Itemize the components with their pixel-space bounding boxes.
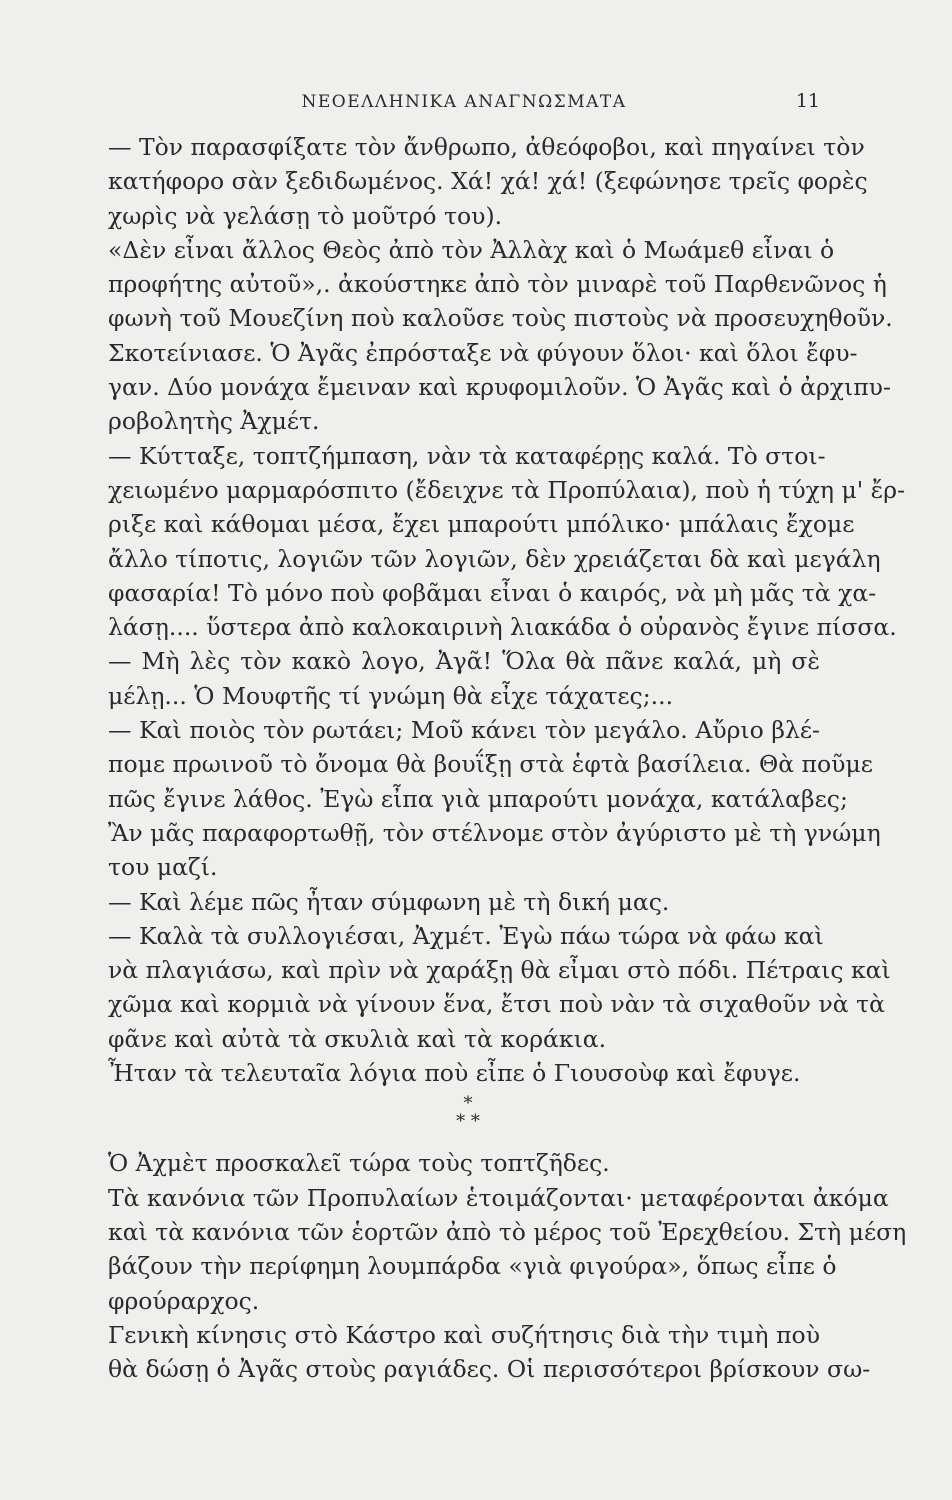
text-line: «Δὲν εἶναι ἄλλος Θεὸς ἀπὸ τὸν Ἀλλὰχ καὶ ὁ Μωάμεθ εἶναι ὁ [108,235,835,264]
text-line: — Κύτταξε, τοπτζήμπαση, νὰν τὰ καταφέρῃς καλά. Τὸ στοι- [108,441,826,470]
asterism-top: * [463,1093,473,1115]
page-header [108,88,820,118]
text-line: φασαρία! Τὸ μόνο ποὺ φοβᾶμαι εἶναι ὁ καιρός, νὰ μὴ μᾶς τὰ χα- [108,578,877,607]
text-line: νὰ πλαγιάσω, καὶ πρὶν νὰ χαράξῃ θὰ εἶμαι στὸ πόδι. Πέτραις καὶ [108,956,891,985]
text-line: χωρὶς νὰ γελάσῃ τὸ μοῦτρό του). [108,201,503,230]
text-line: φᾶνε καὶ αὐτὰ τὰ σκυλιὰ καὶ τὰ κοράκια. [108,1024,607,1053]
text-line: θὰ δώσῃ ὁ Ἀγᾶς στοὺς ραγιάδες. Οἱ περισσότεροι βρίσκουν σω- [108,1355,871,1384]
text-line: ριξε καὶ κάθομαι μέσα, ἔχει μπαρούτι μπόλικο· μπάλαις ἔχομε [108,510,855,539]
text-line: — Καλὰ τὰ συλλογιέσαι, Ἀχμέτ. Ἐγὼ πάω τώρα νὰ φάω καὶ [108,921,824,950]
text-line: ροβολητὴς Ἀχμέτ. [108,407,320,436]
body-text [108,130,907,1386]
spacer [108,1132,820,1146]
text-line: Σκοτείνιασε. Ὁ Ἀγᾶς ἐπρόσταξε νὰ φύγουν ὅλοι· καὶ ὅλοι ἔφυ- [108,338,858,367]
text-line: Τὰ κανόνια τῶν Προπυλαίων ἑτοιμάζονται· μεταφέρονται ἀκόμα [108,1183,889,1212]
text-line: μέλῃ... Ὁ Μουφτῆς τί γνώμη θὰ εἶχε τάχατες;... [108,681,674,710]
text-line: — Μὴ λὲς τὸν κακὸ λογο, Ἀγᾶ! Ὅλα θὰ πᾶνε καλά, μὴ σὲ [108,647,820,676]
text-line: φρούραρχος. [108,1286,260,1315]
text-line: — Τὸν παρασφίξατε τὸν ἄνθρωπο, ἀθεόφοβοι, καὶ πηγαίνει τὸν [108,133,865,161]
page-number: 11 [795,90,820,112]
text-line: βάζουν τὴν περίφημη λουμπάρδα «γιὰ φιγούρα», ὅπως εἶπε ὁ [108,1252,837,1281]
text-line: πομε πρωινοῦ τὸ ὄνομα θὰ βουΐξῃ στὰ ἑφτὰ βασίλεια. Θὰ ποῦμε [108,750,873,779]
text-line: λάσῃ.... ὕστερα ἀπὸ καλοκαιρινὴ λιακάδα ὁ οὐρανὸς ἔγινε πίσσα. [108,613,897,642]
text-line: πῶς ἔγινε λάθος. Ἐγὼ εἶπα γιὰ μπαρούτι μονάχα, κατάλαβες; [108,784,848,813]
text-line: ἄλλο τίποτις, λογιῶν τῶν λογιῶν, δὲν χρειάζεται δὰ καὶ μεγάλη [108,544,881,573]
text-line: φωνὴ τοῦ Μουεζίνη ποὺ καλοῦσε τοὺς πιστοὺς νὰ προσευχηθοῦν. [108,304,893,333]
text-line: καὶ τὰ κανόνια τῶν ἑορτῶν ἀπὸ τὸ μέρος τοῦ Ἐρεχθείου. Στὴ μέση [108,1217,907,1246]
text-line: του μαζί. [108,853,218,882]
text-line: Ὁ Ἀχμὲτ προσκαλεῖ τώρα τοὺς τοπτζῆδες. [108,1149,610,1178]
asterism-bottom: * * [456,1111,480,1133]
text-line: Γενικὴ κίνησις στὸ Κάστρο καὶ συζήτησις διὰ τὴν τιμὴ ποὺ [108,1320,820,1349]
text-line: — Καὶ λέμε πῶς ἦταν σύμφωνη μὲ τὴ δική μας. [108,887,670,916]
text-line: προφήτης αὐτοῦ»,. ἀκούστηκε ἀπὸ τὸν μιναρὲ τοῦ Παρθενῶνος ἡ [108,270,887,299]
text-line: γαν. Δύο μονάχα ἔμειναν καὶ κρυφομιλοῦν. Ὁ Ἀγᾶς καὶ ὁ ἀρχιπυ- [108,373,891,402]
text-line: — Καὶ ποιὸς τὸν ρωτάει; Μοῦ κάνει τὸν μεγάλο. Αὔριο βλέ- [108,716,820,745]
text-line: Ἦταν τὰ τελευταῖα λόγια ποὺ εἶπε ὁ Γιουσοὺφ καὶ ἔφυγε. [108,1059,801,1088]
running-title: ΝΕΟΕΛΛΗΝΙΚΑ ΑΝΑΓΝΩΣΜΑΤΑ [301,92,627,112]
text-line: χειωμένο μαρμαρόσπιτο (ἔδειχνε τὰ Προπύλαια), ποὺ ἡ τύχη μ' ἔρ- [108,475,906,504]
text-line: κατήφορο σὰν ξεδιδωμένος. Χά! χά! χά! (ξεφώνησε τρεῖς φορὲς [108,167,868,196]
text-line: Ἂν μᾶς παραφορτωθῇ, τὸν στέλνομε στὸν ἀγύριστο μὲ τὴ γνώμη [108,818,881,847]
text-line: χῶμα καὶ κορμιὰ νὰ γίνουν ἕνα, ἔτσι ποὺ νὰν τὰ σιχαθοῦν νὰ τὰ [108,990,885,1019]
